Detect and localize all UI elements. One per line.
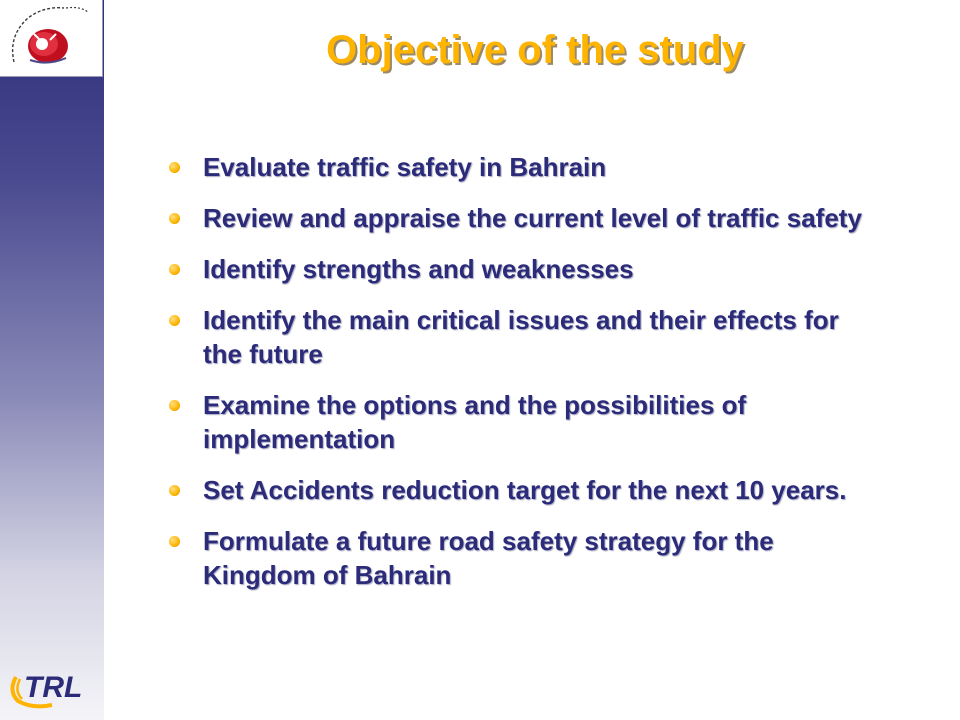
- trl-logo-icon: [6, 655, 102, 711]
- slide-title: Objective of the study: [326, 28, 744, 72]
- emblem-logo-icon: [0, 0, 102, 76]
- bullet-text: Formulate a future road safety strategy for the Kingdom of Bahrain: [203, 526, 774, 590]
- trl-logo: [6, 655, 102, 716]
- list-item: [160, 473, 880, 507]
- bullet-text: Examine the options and the possibilities of implementation: [203, 390, 747, 454]
- list-item: [160, 150, 880, 184]
- bullet-icon: [169, 315, 180, 326]
- bullet-icon: [169, 485, 180, 496]
- bullet-text: Set Accidents reduction target for the next 10 years.: [203, 475, 847, 505]
- bullet-icon: [169, 162, 180, 173]
- bullet-text: Identify the main critical issues and their effects for the future: [203, 305, 839, 369]
- sidebar-gradient: [0, 0, 104, 720]
- list-item: [160, 388, 880, 456]
- bullet-icon: [169, 264, 180, 275]
- bullet-text: Review and appraise the current level of traffic safety: [203, 203, 862, 233]
- logo-box: [0, 0, 103, 77]
- list-item: [160, 303, 880, 371]
- bullet-icon: [169, 536, 180, 547]
- list-item: [160, 524, 880, 592]
- bullet-icon: [169, 213, 180, 224]
- bullet-text: Identify strengths and weaknesses: [203, 254, 634, 284]
- bullet-list: [160, 150, 880, 609]
- list-item: [160, 201, 880, 235]
- bullet-text: Evaluate traffic safety in Bahrain: [203, 152, 607, 182]
- bullet-icon: [169, 400, 180, 411]
- list-item: [160, 252, 880, 286]
- trl-logo-text: TRL: [24, 671, 83, 704]
